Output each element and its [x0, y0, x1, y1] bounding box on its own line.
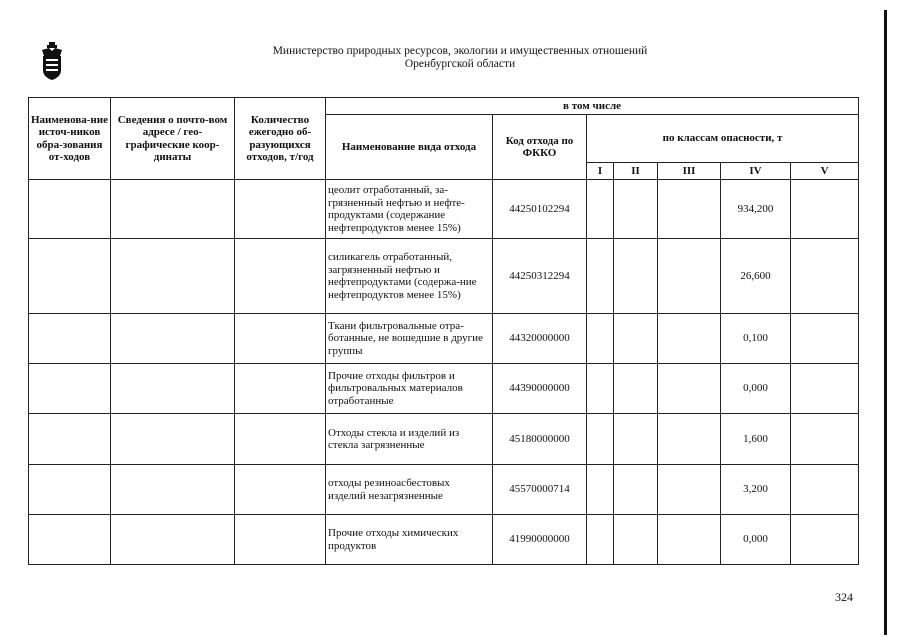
class-iv-cell: 0,100 — [721, 314, 791, 364]
address-cell — [111, 314, 235, 364]
class-v-cell — [791, 414, 859, 465]
class-iii-cell — [658, 465, 721, 515]
class-ii-cell — [614, 414, 658, 465]
source-cell — [29, 180, 111, 239]
header-source: Наименова-ние источ-ников обра-зования от-ходов — [29, 98, 111, 180]
quantity-cell — [235, 414, 326, 465]
quantity-cell — [235, 515, 326, 565]
header-line-1: Министерство природных ресурсов, экологии и имущественных отношений — [272, 45, 648, 57]
class-iii-cell — [658, 239, 721, 314]
address-cell — [111, 239, 235, 314]
class-i-cell — [587, 180, 614, 239]
waste-table — [28, 97, 859, 565]
waste-name-cell: силикагель отработанный, загрязненный нефтью и нефтепродуктами (содержа-ние нефтепродуктов менее 15%) — [326, 239, 493, 314]
quantity-cell — [235, 314, 326, 364]
scan-edge-bar — [884, 10, 887, 635]
fkko-code-cell: 45570000714 — [493, 465, 587, 515]
class-ii-cell — [614, 239, 658, 314]
class-iii-cell — [658, 515, 721, 565]
table-row — [29, 465, 859, 515]
table-row — [29, 414, 859, 465]
source-cell — [29, 239, 111, 314]
ministry-header — [200, 45, 720, 71]
quantity-cell — [235, 465, 326, 515]
header-class-i: I — [587, 163, 614, 180]
waste-name-cell: Прочие отходы химических продуктов — [326, 515, 493, 565]
class-ii-cell — [614, 364, 658, 414]
header-hazard-classes: по классам опасности, т — [587, 115, 859, 163]
class-i-cell — [587, 515, 614, 565]
table-row — [29, 239, 859, 314]
header-line-2: Оренбургской области — [404, 58, 516, 70]
fkko-code-cell: 41990000000 — [493, 515, 587, 565]
class-v-cell — [791, 364, 859, 414]
waste-name-cell: цеолит отработанный, за-грязненный нефтью и нефте-продуктами (содержание нефтепродуктов менее 15%) — [326, 180, 493, 239]
header-class-ii: II — [614, 163, 658, 180]
address-cell — [111, 414, 235, 465]
header-class-v: V — [791, 163, 859, 180]
class-iii-cell — [658, 180, 721, 239]
fkko-code-cell: 44250312294 — [493, 239, 587, 314]
header-waste-name: Наименование вида отхода — [326, 115, 493, 180]
class-iv-cell: 934,200 — [721, 180, 791, 239]
fkko-code-cell: 44320000000 — [493, 314, 587, 364]
header-quantity: Количество ежегодно об-разующихся отходов, т/год — [235, 98, 326, 180]
class-iv-cell: 26,600 — [721, 239, 791, 314]
class-i-cell — [587, 465, 614, 515]
source-cell — [29, 515, 111, 565]
header-class-iii: III — [658, 163, 721, 180]
class-v-cell — [791, 314, 859, 364]
class-v-cell — [791, 239, 859, 314]
class-i-cell — [587, 239, 614, 314]
class-i-cell — [587, 414, 614, 465]
class-iv-cell: 0,000 — [721, 364, 791, 414]
class-v-cell — [791, 515, 859, 565]
class-v-cell — [791, 180, 859, 239]
quantity-cell — [235, 239, 326, 314]
coat-of-arms-icon — [40, 42, 64, 80]
address-cell — [111, 180, 235, 239]
table-row — [29, 314, 859, 364]
quantity-cell — [235, 180, 326, 239]
address-cell — [111, 515, 235, 565]
waste-name-cell: Ткани фильтровальные отра-ботанные, не вошедшие в другие группы — [326, 314, 493, 364]
table-row — [29, 180, 859, 239]
waste-name-cell: отходы резиноасбестовых изделий незагрязненные — [326, 465, 493, 515]
class-ii-cell — [614, 515, 658, 565]
source-cell — [29, 314, 111, 364]
header-class-iv: IV — [721, 163, 791, 180]
class-i-cell — [587, 314, 614, 364]
address-cell — [111, 364, 235, 414]
class-iv-cell: 3,200 — [721, 465, 791, 515]
class-ii-cell — [614, 180, 658, 239]
class-iii-cell — [658, 314, 721, 364]
waste-name-cell: Отходы стекла и изделий из стекла загрязненные — [326, 414, 493, 465]
source-cell — [29, 414, 111, 465]
source-cell — [29, 364, 111, 414]
header-fkko-code: Код отхода по ФККО — [493, 115, 587, 180]
header-including: в том числе — [326, 98, 859, 115]
table-row — [29, 364, 859, 414]
waste-name-cell: Прочие отходы фильтров и фильтровальных материалов отработанные — [326, 364, 493, 414]
class-iv-cell: 0,000 — [721, 515, 791, 565]
fkko-code-cell: 44250102294 — [493, 180, 587, 239]
table-row — [29, 515, 859, 565]
class-ii-cell — [614, 314, 658, 364]
page-number: 324 — [835, 590, 853, 604]
class-iv-cell: 1,600 — [721, 414, 791, 465]
header-address: Сведения о почто-вом адресе / гео-графические коор-динаты — [111, 98, 235, 180]
class-iii-cell — [658, 414, 721, 465]
class-v-cell — [791, 465, 859, 515]
class-ii-cell — [614, 465, 658, 515]
address-cell — [111, 465, 235, 515]
source-cell — [29, 465, 111, 515]
class-i-cell — [587, 364, 614, 414]
quantity-cell — [235, 364, 326, 414]
fkko-code-cell: 44390000000 — [493, 364, 587, 414]
fkko-code-cell: 45180000000 — [493, 414, 587, 465]
class-iii-cell — [658, 364, 721, 414]
